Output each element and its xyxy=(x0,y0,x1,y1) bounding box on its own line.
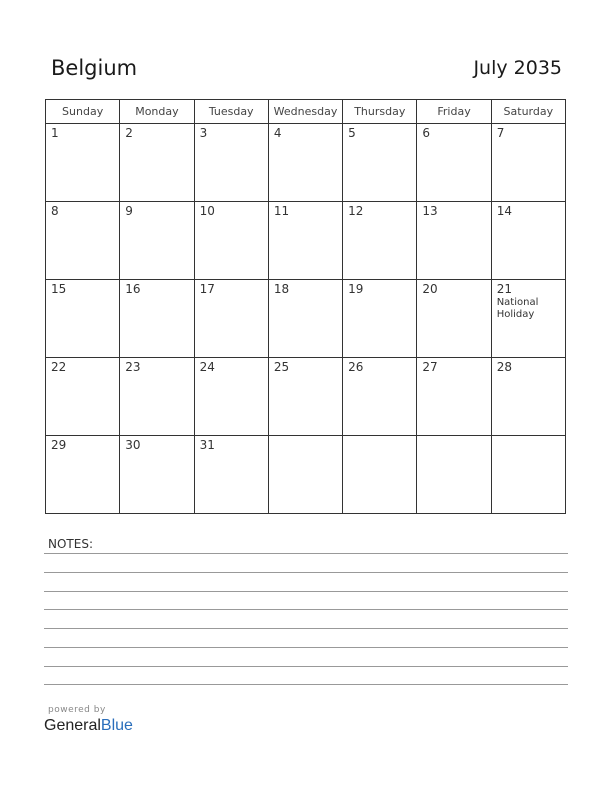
calendar-header xyxy=(44,54,564,84)
day-cell xyxy=(343,202,417,280)
day-cell xyxy=(417,202,491,280)
notes-label: NOTES: xyxy=(48,537,93,551)
notes-line xyxy=(44,666,568,667)
day-number: 2 xyxy=(125,126,133,140)
day-cell xyxy=(417,124,491,202)
day-cell xyxy=(46,202,120,280)
day-number: 4 xyxy=(273,126,282,140)
day-cell xyxy=(491,202,565,280)
weekday-saturday: Saturday xyxy=(491,100,565,124)
day-cell xyxy=(46,124,120,202)
day-number: 17 xyxy=(199,282,215,296)
notes-line xyxy=(44,628,568,629)
day-number: 3 xyxy=(199,126,208,140)
day-cell-empty xyxy=(491,436,565,514)
day-cell xyxy=(491,358,565,436)
day-cell xyxy=(268,280,342,358)
week-row-3 xyxy=(46,280,566,358)
notes-line xyxy=(44,591,568,592)
holiday-label: National Holiday xyxy=(496,297,539,320)
day-number: 19 xyxy=(348,282,364,296)
day-cell xyxy=(194,280,268,358)
day-number: 21 xyxy=(496,282,512,296)
month-year-title: July 2035 xyxy=(473,57,562,79)
day-cell xyxy=(120,124,194,202)
day-cell xyxy=(120,202,194,280)
weekday-tuesday: Tuesday xyxy=(194,100,268,124)
day-number: 14 xyxy=(496,204,512,218)
day-cell xyxy=(120,436,194,514)
day-number: 25 xyxy=(273,360,290,374)
day-number: 16 xyxy=(125,282,141,296)
day-cell xyxy=(417,358,491,436)
day-number xyxy=(269,436,342,438)
generalblue-logo xyxy=(44,717,133,735)
week-row-2 xyxy=(46,202,566,280)
day-cell xyxy=(194,124,268,202)
notes-line xyxy=(44,684,568,685)
day-cell xyxy=(194,436,268,514)
country-title: Belgium xyxy=(51,56,138,80)
day-cell xyxy=(343,280,417,358)
day-number: 6 xyxy=(422,126,431,140)
day-number: 13 xyxy=(422,204,438,218)
day-number: 9 xyxy=(125,204,133,218)
day-cell-empty xyxy=(268,436,342,514)
day-cell xyxy=(194,202,268,280)
calendar-grid xyxy=(45,99,566,514)
day-number: 7 xyxy=(496,126,505,140)
day-number xyxy=(417,436,490,438)
week-row-4 xyxy=(46,358,566,436)
notes-line xyxy=(44,553,568,554)
weekday-friday: Friday xyxy=(417,100,491,124)
day-number xyxy=(492,436,565,438)
weekday-header-row xyxy=(46,100,566,124)
day-number: 28 xyxy=(496,360,512,374)
day-cell xyxy=(343,358,417,436)
day-cell xyxy=(268,124,342,202)
day-number: 18 xyxy=(273,282,290,296)
day-number: 20 xyxy=(422,282,438,296)
weekday-thursday: Thursday xyxy=(343,100,417,124)
day-number: 30 xyxy=(125,438,141,452)
day-number: 27 xyxy=(422,360,438,374)
day-number: 11 xyxy=(273,204,290,218)
notes-line xyxy=(44,647,568,648)
weekday-monday: Monday xyxy=(120,100,194,124)
day-number: 26 xyxy=(348,360,364,374)
day-cell xyxy=(268,358,342,436)
week-row-5 xyxy=(46,436,566,514)
day-number: 15 xyxy=(51,282,67,296)
day-cell xyxy=(491,124,565,202)
day-number: 5 xyxy=(348,126,356,140)
notes-line xyxy=(44,572,568,573)
powered-by-text: powered by xyxy=(48,705,106,715)
day-number: 24 xyxy=(199,360,215,374)
day-cell xyxy=(120,280,194,358)
day-cell xyxy=(46,280,120,358)
day-number: 31 xyxy=(199,438,215,452)
week-row-1 xyxy=(46,124,566,202)
day-cell-empty xyxy=(343,436,417,514)
day-number: 8 xyxy=(51,204,59,218)
weekday-wednesday: Wednesday xyxy=(268,100,342,124)
day-cell xyxy=(194,358,268,436)
day-cell xyxy=(343,124,417,202)
brand-part-general: General xyxy=(44,717,101,734)
day-cell xyxy=(268,202,342,280)
day-number: 12 xyxy=(348,204,364,218)
day-number: 29 xyxy=(51,438,67,452)
day-number xyxy=(343,436,416,438)
day-number: 1 xyxy=(51,126,59,140)
day-cell-empty xyxy=(417,436,491,514)
notes-line xyxy=(44,609,568,610)
day-cell xyxy=(417,280,491,358)
day-number: 10 xyxy=(199,204,215,218)
brand-part-blue: Blue xyxy=(100,717,133,734)
day-cell xyxy=(46,436,120,514)
day-cell xyxy=(46,358,120,436)
day-number: 23 xyxy=(125,360,141,374)
day-cell-holiday xyxy=(491,280,565,358)
day-cell xyxy=(120,358,194,436)
day-number: 22 xyxy=(51,360,67,374)
weekday-sunday: Sunday xyxy=(46,100,120,124)
